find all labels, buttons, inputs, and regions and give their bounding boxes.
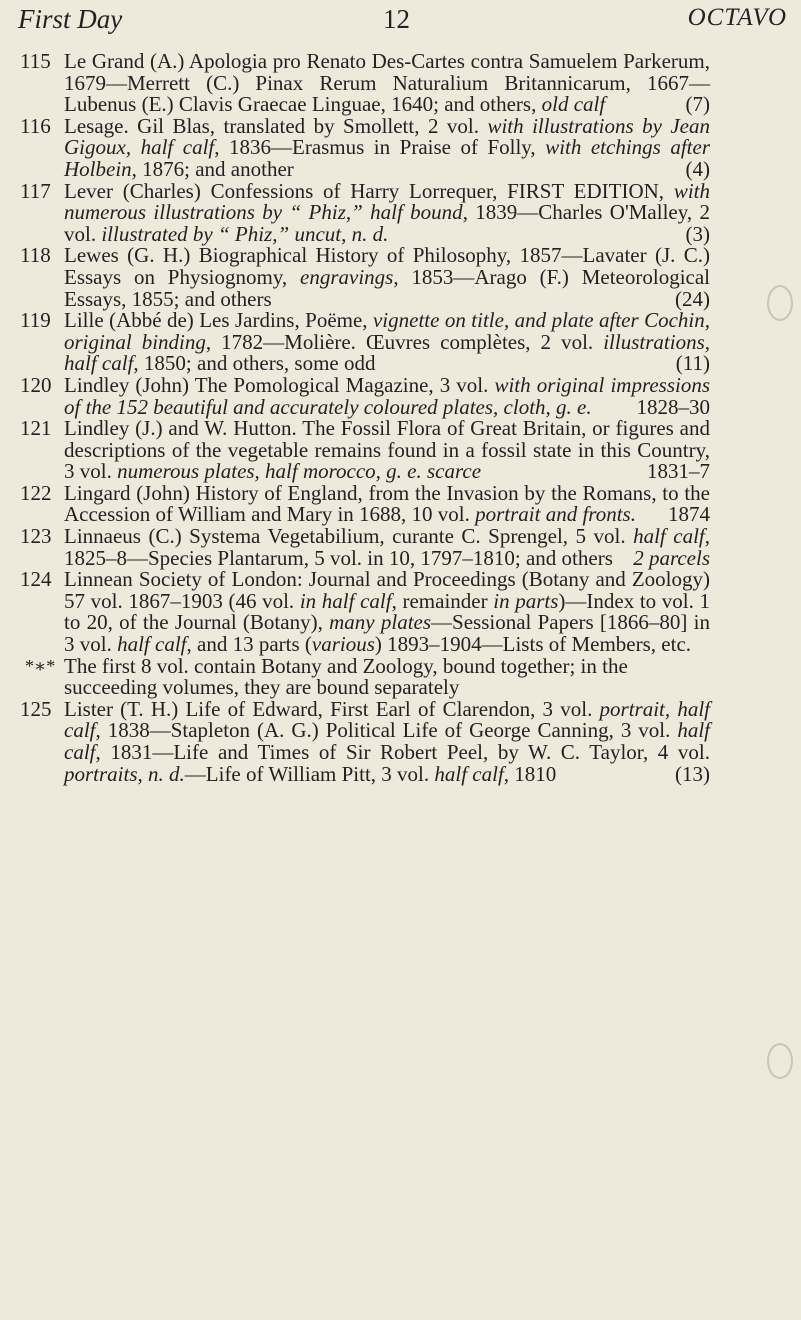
lot-quantity: (13) [675,761,710,786]
lot-description [64,696,710,786]
description-text: half calf [434,761,504,786]
note-asterisks: *∗* [25,655,56,676]
description-text: portrait, half calf [64,696,710,743]
lot-number: 118 [20,243,51,268]
lot-description [64,113,710,181]
lot-description [64,245,710,310]
lot-entry [20,418,710,483]
description-text: Linnean Society of London: Journal and Proceedings (Botany and Zoology) 57 vol. 1867–1903 (46 vol. [64,567,710,613]
lot-description [64,480,710,527]
lot-list [20,51,710,785]
lot-quantity: 2 parcels [633,545,710,570]
description-text: , 1853—Arago (F.) Meteorological Essays, 1855; and others [64,264,711,311]
description-text: —Life of William Pitt, 3 vol. [184,761,435,786]
lot-quantity: (4) [685,156,710,181]
description-text: Lille (Abbé de) Les Jardins, Poëme, [64,308,373,333]
description-text: Lindley (John) The Pomological Magazine, 3 vol. [64,372,495,397]
description-text: illustrated by “ Phiz,” uncut, n. d. [101,221,389,246]
description-text: portraits, n. d. [64,761,185,786]
lot-entry [20,310,710,375]
lot-quantity: (7) [685,92,710,117]
binder-ring-hole [767,285,793,321]
lot-description [64,51,710,116]
description-text: portrait and fronts. [475,502,636,527]
description-text: old calf [541,92,606,117]
description-text: half calf [633,524,705,549]
description-text: with illustrations by Jean Gigoux, half [64,113,710,160]
lot-quantity: 1831–7 [647,459,710,484]
description-text: in parts [493,588,559,613]
description-text: —Sessional Papers [1866–80] in 3 vol. [64,610,710,657]
description-text: calf [182,135,215,160]
description-text: Lever (Charles) Confessions of Harry Lorrequer, FIRST EDITION, [64,178,674,203]
description-text: illustrations, half calf [64,329,710,376]
description-text: Linnaeus (C.) Systema Vegetabilium, curante C. Sprengel, 5 vol. [64,524,634,549]
format-label: OCTAVO [687,4,787,31]
lot-entry [20,51,710,116]
page-number: 12 [383,4,410,34]
description-text: with original impressions of the 152 beautiful and accurately coloured plates, cloth, g. e. [64,372,711,419]
description-text: with numerous illustrations by “ Phiz,” half bound [64,178,710,225]
lot-description [64,569,710,655]
catalogue-note [20,653,710,700]
description-text: , 1838—Stapleton (A. G.) Political Life of George Canning, 3 vol. [95,718,678,743]
lot-number: 117 [20,178,51,203]
lot-entry [20,696,710,786]
description-text: , 1825–8—Species Plantarum, 5 vol. in 10, 1797–1810; and others [64,524,710,570]
lot-number: 119 [20,308,51,333]
description-text: , 1831—Life and Times of Sir Robert Peel, by W. C. Taylor, 4 vol. [95,740,710,764]
lot-description [64,310,710,375]
lot-quantity: (24) [675,286,710,311]
lot-description [64,418,710,483]
description-text: The first 8 vol. contain Botany and Zoology, bound together; in the succeeding volumes, they are bound separately [64,653,628,700]
lot-entry [20,569,710,655]
page-header [18,4,787,44]
lot-number: 115 [20,49,51,73]
lot-entry [20,526,710,569]
description-text: with etchings after Holbein [64,135,710,181]
lot-description [64,178,710,246]
description-text: many plates [329,610,432,635]
lot-quantity: 1828–30 [636,394,710,419]
lot-description [64,653,710,700]
description-text: , and 13 parts ( [186,632,312,657]
lot-number: 125 [20,696,52,721]
description-text [173,135,183,159]
lot-quantity: (3) [685,221,710,246]
description-text: in half calf [299,588,392,613]
description-text: vignette on title, and plate after Cochin, original binding [64,308,710,354]
description-text: , 1876; and another [131,156,294,181]
lot-description [64,372,711,419]
description-text: Lingard (John) History of England, from the Invasion by the Romans, to the Accession of William and Mary in 1688, 10 vol. [64,480,710,527]
description-text: , 1782—Molière. Œuvres complètes, 2 vol. [205,329,604,354]
lot-quantity: (11) [675,351,710,376]
description-text: , 1839—Charles O'Malley, 2 vol. [64,200,710,246]
lot-description [64,526,710,569]
description-text: Lesage. Gil Blas, translated by Smollett, 2 vol. [64,113,488,138]
description-text: Lister (T. H.) Life of Edward, First Earl of Clarendon, 3 vol. [64,696,600,721]
lot-quantity: 1874 [668,502,710,527]
lot-number: 121 [20,416,52,441]
description-text: , 1836—Erasmus in Praise of Folly, [214,135,546,160]
description-text: Lewes (G. H.) Biographical History of Philosophy, 1857—Lavater (J. C.) Essays on Physiognomy, [64,243,710,289]
running-title: First Day [18,4,123,34]
lot-number: 123 [20,524,52,549]
lot-entry [20,245,710,310]
description-text: half calf [117,632,187,657]
description-text: numerous plates, half morocco, g. e. scarce [117,459,482,484]
lot-entry [20,372,711,419]
lot-number: 116 [20,113,51,138]
description-text: half calf [64,718,710,764]
description-text: various [311,632,375,657]
description-text: , 1810 [503,761,557,786]
lot-number: 124 [20,567,52,592]
description-text: engravings [300,264,394,289]
lot-entry [20,480,710,527]
lot-entry [20,113,710,181]
lot-number: 122 [20,480,52,505]
description-text: Lindley (J.) and W. Hutton. The Fossil Flora of Great Britain, or figures and descriptions of the vegetable remains found in a fossil state in this Country, 3 vol. [64,416,710,484]
description-text: , 1850; and others, some odd [133,351,376,376]
description-text: Le Grand (A.) Apologia pro Renato Des-Cartes contra Samuelem Parkerum, 1679—Merrett (C.) Pinax Rerum Naturalium Britannicarum, 1667—Lubenus (E.) Clavis Graecae Linguae, 1640; and others, [64,49,710,117]
lot-number: 120 [20,372,52,397]
binder-ring-hole [767,1043,793,1079]
description-text: )—Index to vol. 1 to 20, of the Journal (Botany), [64,588,711,635]
description-text: ) 1893–1904—Lists of Members, etc. [374,632,692,657]
description-text: , remainder [391,588,494,613]
lot-entry [20,178,710,246]
